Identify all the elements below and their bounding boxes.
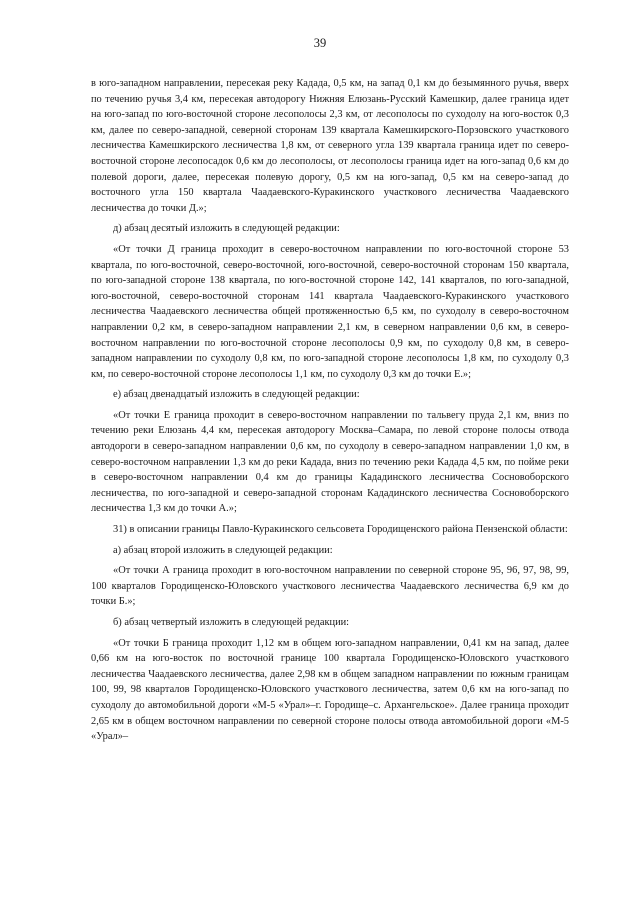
page-number: 39 [313,36,327,50]
paragraph-quote-point-d: «От точки Д граница проходит в северо-восточном направлении по юго-восточной стороне 53 квартала, по юго-восточной, северо-восточной, юго-восточной, северо-восточной сторонам 150 квартала, по юго-западной стороне 138 квартала, по юго-восточной стороне 142, 141 кварталов, по юго-западной, юго-восточной, северо-восточной сторонам 141 квартала Чаадаевского-Куракинского участкового лесничества Чаадаевского лесничества общей протяженностью 6,5 км, по суходолу в северо-восточном направлении 0,2 км, в северо-западном направлении 2,1 км, в северном направлении 0,6 км, в северо-восточном направлении по юго-восточной стороне лесополосы 0,9 км, по суходолу 0,8 км, в северо-западном направлении по суходолу 0,8 км, по юго-западной стороне лесополосы 1,8 км, по суходолу 0,3 км, по северо-восточной стороне лесополосы 1,1 км, по суходолу 0,3 км до точки Е.»; [91,243,569,380]
paragraph-quote-point-e: «От точки Е граница проходит в северо-восточном направлении по тальвегу пруда 2,1 км, вниз по течению реки Елюзань 4,4 км, пересекая автодорогу Москва–Самара, по левой стороне полосы отвода автодороги в северо-западном направлении 0,6 км, по суходолу в северо-западном направлении 1,0 км, в северо-восточном направлении 1,3 км до реки Кадада, вниз по течению реки Кадада 4,5 км, по пойме реки в северо-восточном направлении 0,4 км до границы Кададинского лесничества Сосновоборского лесничества, по юго-западной и северо-западной сторонам Кададинского лесничества Сосновоборского лесничества 1,3 км до точки А.»; [91,409,569,515]
paragraph-amendment-e: е) абзац двенадцатый изложить в следующей редакции: [113,389,360,401]
paragraph-quote-point-b: «От точки Б граница проходит 1,12 км в общем юго-западном направлении, 0,41 км на запад, далее 0,66 км на юго-восток по восточной границе 100 квартала Городищенско-Юловского участкового лесничества Чаадаевского лесничества, далее 2,98 км в общем западном направлении по южным границам 100, 99, 98 кварталов Городищенско-Юловского участкового лесничества, затем 0,6 км на юго-запад по суходолу до автомобильной дороги «М-5 «Урал»–г. Городище–с. Архангельское». Далее граница проходит 2,65 км в общем восточном направлении по северной стороне полосы отвода автомобильной дороги «М-5 «Урал»– [91,637,569,743]
paragraph-amendment-d: д) абзац десятый изложить в следующей редакции: [113,223,340,235]
paragraph-item-31: 31) в описании границы Павло-Куракинского сельсовета Городищенского района Пензенской области: [113,524,568,536]
paragraph-amendment-a: а) абзац второй изложить в следующей редакции: [113,544,333,556]
paragraph-amendment-b: б) абзац четвертый изложить в следующей редакции: [113,617,350,628]
paragraph-quote-point-a: «От точки А граница проходит в юго-восточном направлении по северной стороне 95, 96, 97, 98, 99, 100 кварталов Городищенско-Юловского участкового лесничества Чаадаевского лесничества 6,9 км до точки Б.»; [91,565,569,608]
document-body [91,76,569,745]
paragraph-continuation: в юго-западном направлении, пересекая реку Кадада, 0,5 км, на запад 0,1 км до безымянного ручья, вверх по течению ручья 3,4 км, пересекая автодорогу Нижняя Елюзань-Русский Камешкир, далее граница идет на юго-запад по юго-восточной стороне лесополосы 2,3 км, от лесополосы по суходолу на юго-восток 0,3 км, далее по северо-западной, северной сторонам 139 квартала Камешкирского-Порзовского участкового лесничества Камешкирского лесничества 1,8 км, от северного угла 139 квартала граница идет по северо-восточной стороне лесопосадок 0,6 км до лесополосы, от лесополосы граница идет на юго-запад 0,6 км до полевой дороги, далее, пересекая полевую дорогу, 0,5 км на юго-запад, 0,5 км на северо-запад до восточного угла 150 квартала Чаадаевского-Куракинского участкового лесничества Чаадаевского лесничества до точки Д.»; [91,78,569,214]
